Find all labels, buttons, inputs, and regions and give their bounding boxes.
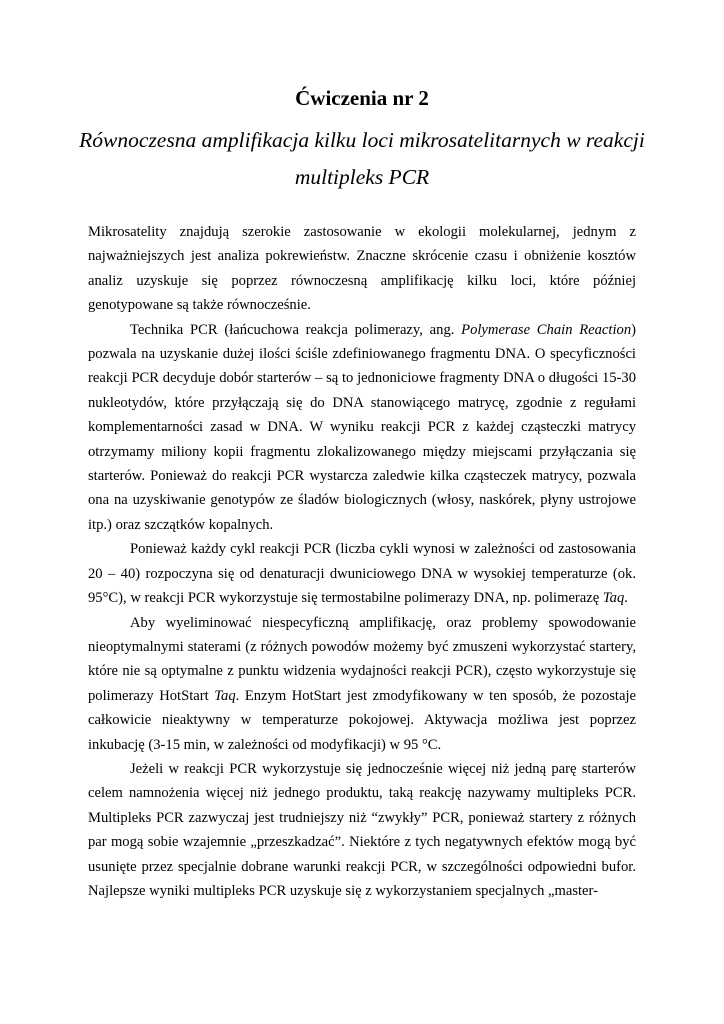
paragraph-text: ) pozwala na uzyskanie dużej ilości ściśle zdefiniowanego fragmentu DNA. O specyficzności reakcji PCR decyduje dobór starterów – są to jednoniciowe fragmenty DNA o długości 15-30 nukleotydów, które przyłączają się do DNA stanowiącego matrycę, zgodnie z regułami komplementarności zasad w DNA. W wyniku reakcji PCR z każdej cząsteczki matrycy otrzymamy miliony kopii fragmentu zlokalizowanego między miejscami przyłączania się starterów. Ponieważ do reakcji PCR wystarcza zaledwie kilka cząsteczek matrycy, pozwala ona na uzyskiwanie genotypów ze śladów biologicznych (włosy, naskórek, płyny ustrojowe itp.) oraz szczątków kopalnych. [88, 321, 636, 533]
paragraph-text: Aby wyeliminować niespecyficzną amplifikację, oraz problemy spowodowanie nieoptymalnymi staterami (z różnych powodów możemy być zmuszeni wykorzystać startery, które nie są optymalne z punktu widzenia wydajności reakcji PCR), często wykorzystuje się polimerazy HotStart [88, 614, 636, 704]
paragraph-text: . [624, 590, 628, 607]
paragraph-text: . Enzym HotStart jest zmodyfikowany w ten sposób, że pozostaje całkowicie nieaktywny w temperaturze pokojowej. Aktywacja możliwa jest poprzez inkubację (3-15 min, w zależności od modyfikacji) w 95 °C. [88, 687, 636, 753]
paragraph-pcr-technique [88, 318, 636, 538]
paragraph-hotstart [88, 611, 636, 757]
paragraph-italic-term: Taq [214, 687, 236, 704]
paragraph-multiplex: Jeżeli w reakcji PCR wykorzystuje się jednocześnie więcej niż jedną parę starterów celem namnożenia więcej niż jednego produktu, taką reakcję nazywamy multipleks PCR. Multipleks PCR zazwyczaj jest trudniejszy niż “zwykły” PCR, ponieważ startery z różnych par mogą sobie wzajemnie „przeszkadzać”. Niektóre z tych negatywnych efektów mogą być usunięte przez specjalnie dobrane warunki reakcji PCR, w szczególności odpowiedni bufor. Najlepsze wyniki multipleks PCR uzyskuje się z wykorzystaniem specjalnych „master- [88, 760, 636, 899]
document-body [88, 220, 636, 903]
paragraph-text: Ponieważ każdy cykl reakcji PCR (liczba cykli wynosi w zależności od zastosowania 20 – 40) rozpoczyna się od denaturacji dwuniciowego DNA w wysokiej temperaturze (ok. 95°C), w reakcji PCR wykorzystuje się termostabilne polimerazy DNA, np. polimerazę [88, 541, 636, 607]
page-title: Ćwiczenia nr 2 [295, 86, 429, 110]
page-subtitle: Równoczesna amplifikacja kilku loci mikrosatelitarnych w reakcji multipleks PCR [79, 128, 645, 189]
paragraph-pcr-cycles [88, 537, 636, 610]
paragraph-text: Technika PCR (łańcuchowa reakcja polimerazy, ang. [130, 321, 462, 338]
paragraph-italic-term: Polymerase Chain Reaction [461, 321, 632, 338]
paragraph-italic-term: Taq [602, 590, 625, 607]
paragraph-intro: Mikrosatelity znajdują szerokie zastosowanie w ekologii molekularnej, jednym z najważniejszych jest analiza pokrewieństw. Znaczne skrócenie czasu i obniżenie kosztów analiz uzyskuje się poprzez równoczesną amplifikację kilku loci, które później genotypowane są także równocześnie. [88, 224, 636, 314]
